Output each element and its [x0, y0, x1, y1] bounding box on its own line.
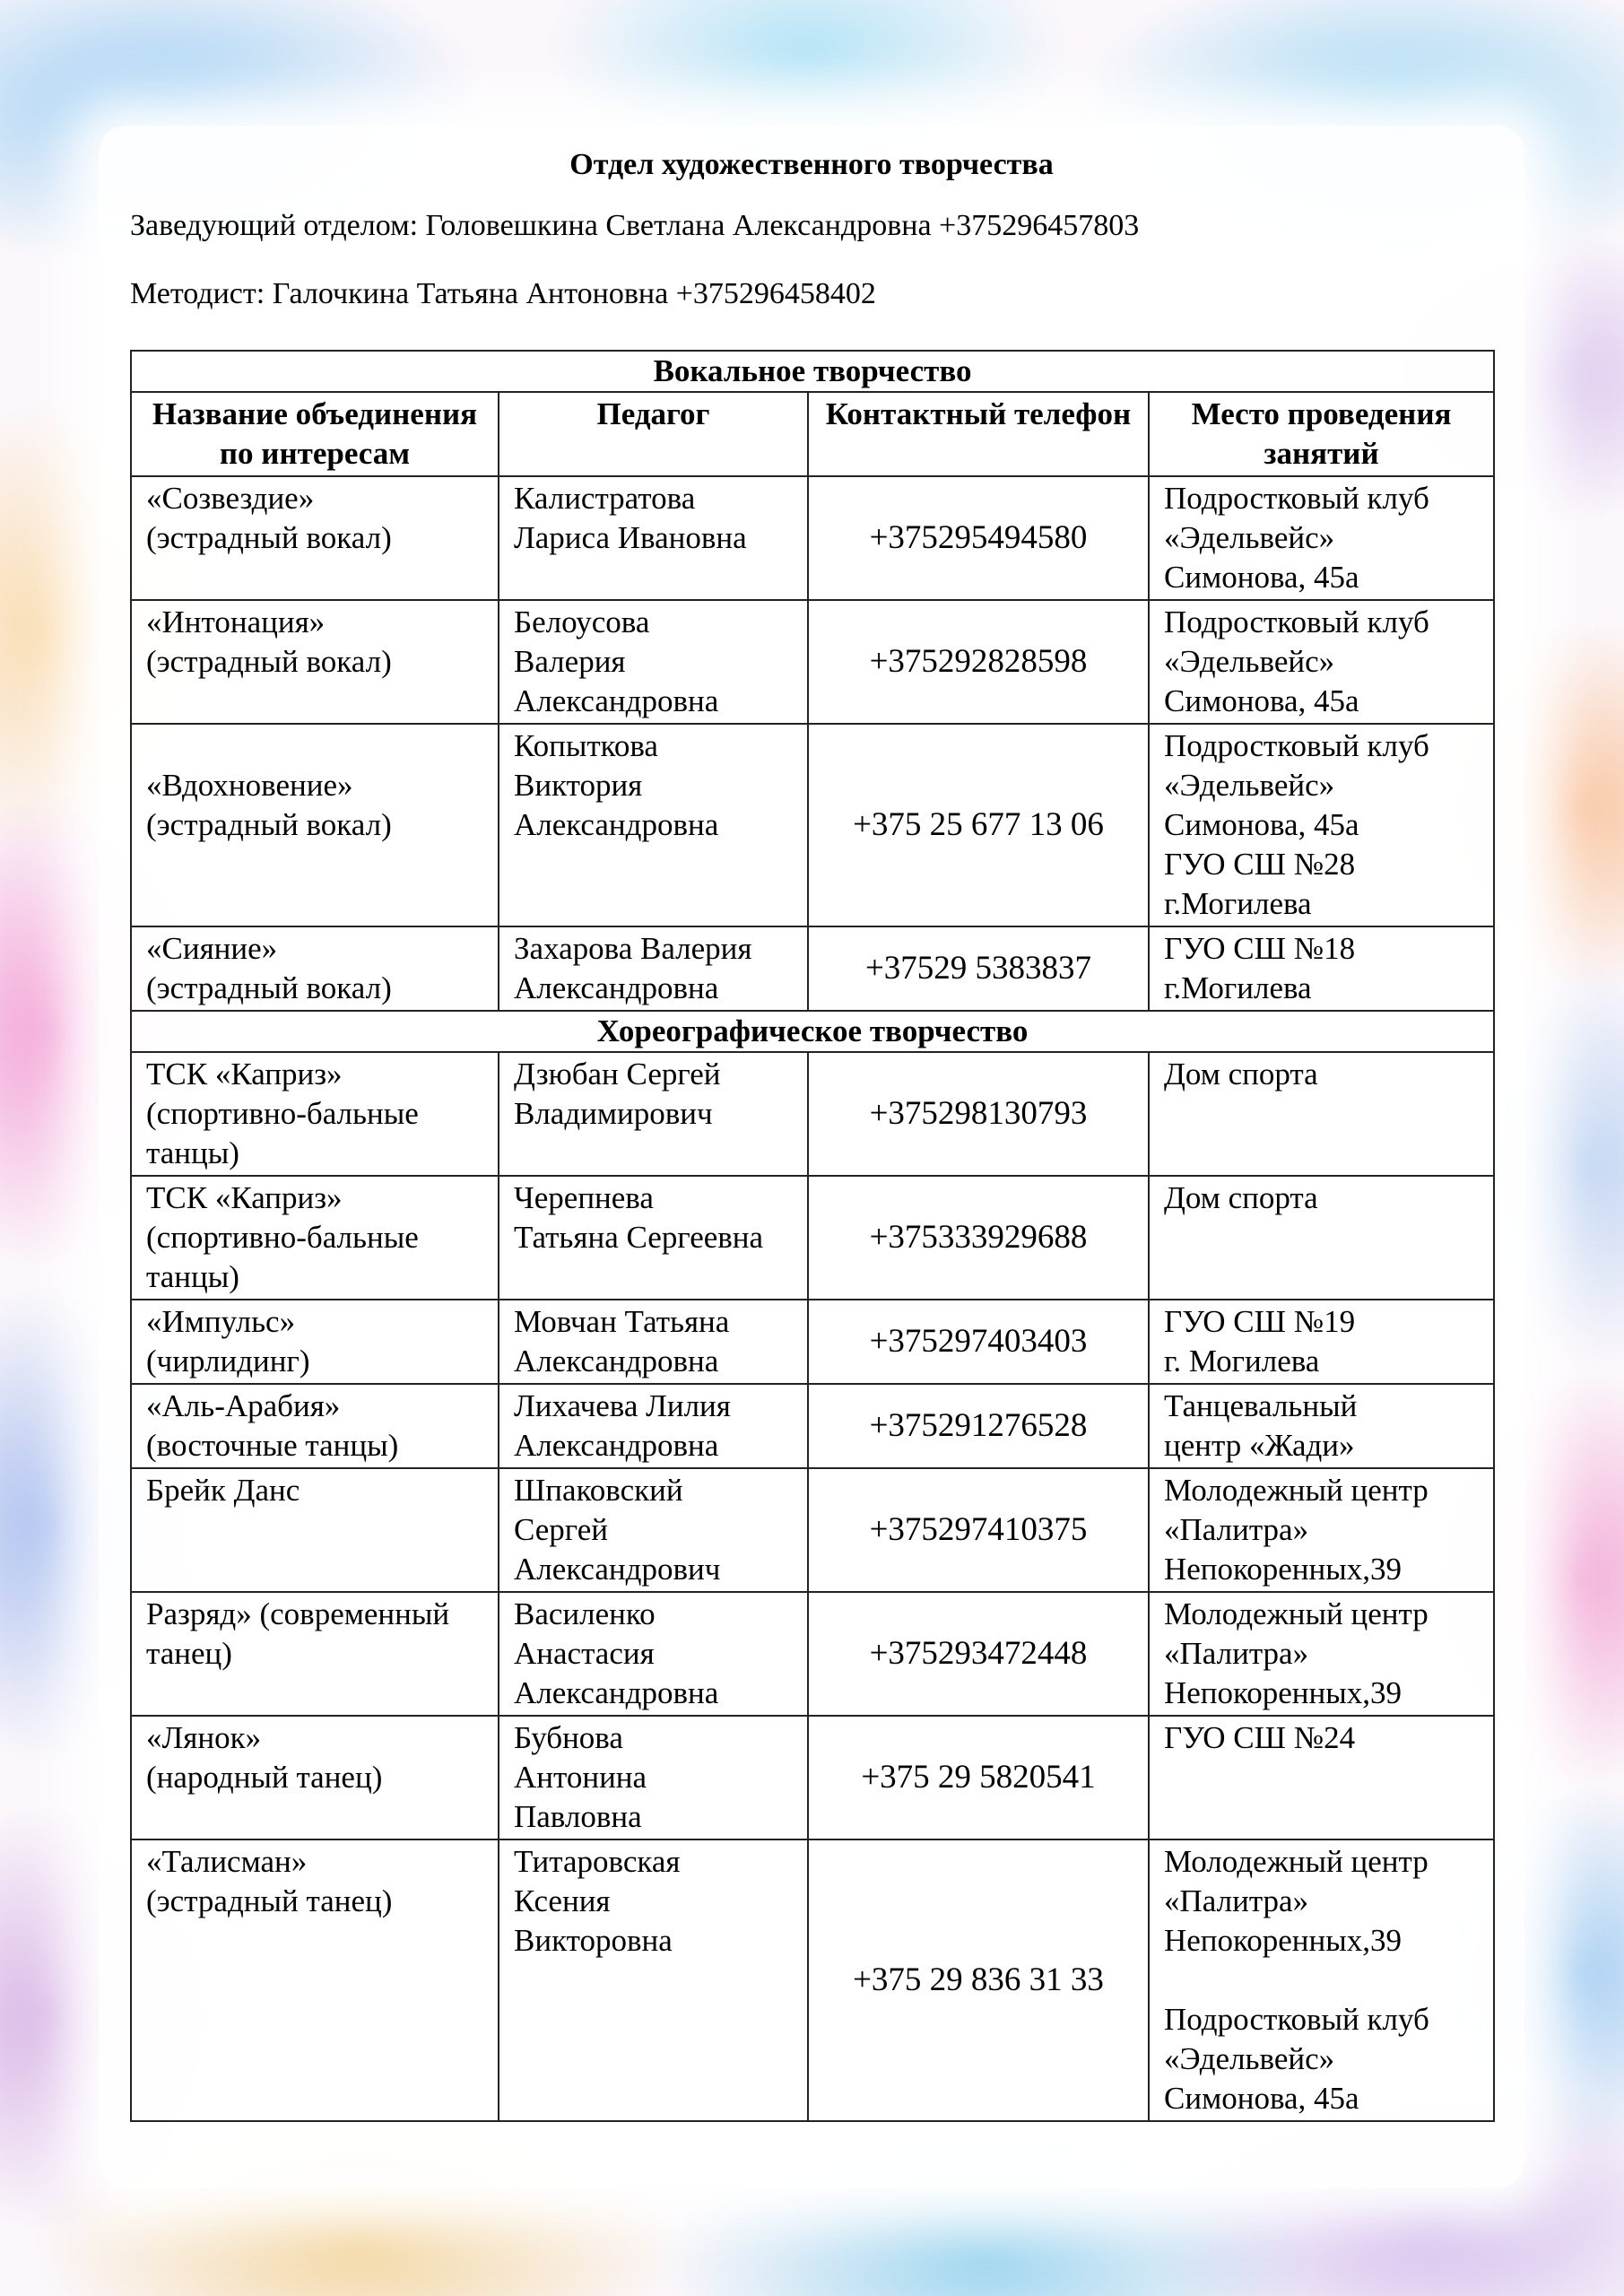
clubs-table-body: [131, 351, 1494, 2121]
club-name-cell: «Интонация» (эстрадный вокал): [131, 600, 499, 724]
place-cell: ГУО СШ №19 г. Могилева: [1149, 1300, 1494, 1384]
club-name-cell: «Аль-Арабия» (восточные танцы): [131, 1384, 499, 1468]
section-choreography: [131, 1011, 1494, 1052]
teacher-cell: Бубнова Антонина Павловна: [499, 1716, 808, 1839]
club-name-cell: Разряд» (современный танец): [131, 1592, 499, 1716]
club-name-cell: ТСК «Каприз» (спортивно-бальные танцы): [131, 1052, 499, 1176]
table-row: [131, 1300, 1494, 1384]
club-name-cell: «Импульс» (чирлидинг): [131, 1300, 499, 1384]
teacher-cell: Лихачева Лилия Александровна: [499, 1384, 808, 1468]
club-name-cell: «Вдохновение» (эстрадный вокал): [131, 724, 499, 926]
club-name-cell: «Сияние» (эстрадный вокал): [131, 926, 499, 1011]
club-name-cell: «Лянок» (народный танец): [131, 1716, 499, 1839]
place-cell: Подростковый клуб «Эдельвейс» Симонова, 45а ГУО СШ №28 г.Могилева: [1149, 724, 1494, 926]
phone-cell: +375333929688: [808, 1176, 1149, 1300]
page-title: Отдел художественного творчества: [569, 148, 1054, 181]
table-row: [131, 1176, 1494, 1300]
table-row: [131, 1468, 1494, 1592]
teacher-cell: Черепнева Татьяна Сергеевна: [499, 1176, 808, 1300]
teacher-cell: Копыткова Виктория Александровна: [499, 724, 808, 926]
table-row: [131, 1384, 1494, 1468]
table-row: [131, 476, 1494, 600]
place-cell: Дом спорта: [1149, 1176, 1494, 1300]
column-header: Контактный телефон: [808, 392, 1149, 476]
phone-cell: +375 29 836 31 33: [808, 1839, 1149, 2121]
teacher-cell: Калистратова Лариса Ивановна: [499, 476, 808, 600]
phone-cell: +375 25 677 13 06: [808, 724, 1149, 926]
teacher-cell: Дзюбан Сергей Владимирович: [499, 1052, 808, 1176]
table-row: [131, 1052, 1494, 1176]
column-header: Место проведения занятий: [1149, 392, 1494, 476]
club-name-cell: «Созвездие» (эстрадный вокал): [131, 476, 499, 600]
phone-cell: +375292828598: [808, 600, 1149, 724]
table-row: [131, 1839, 1494, 2121]
phone-cell: +375297403403: [808, 1300, 1149, 1384]
teacher-cell: Шпаковский Сергей Александрович: [499, 1468, 808, 1592]
place-cell: Молодежный центр «Палитра» Непокоренных,39: [1149, 1468, 1494, 1592]
place-cell: Танцевальный центр «Жади»: [1149, 1384, 1494, 1468]
place-cell: Подростковый клуб «Эдельвейс» Симонова, 45а: [1149, 476, 1494, 600]
column-header: Название объединения по интересам: [131, 392, 499, 476]
phone-cell: +375298130793: [808, 1052, 1149, 1176]
table-row: [131, 1592, 1494, 1716]
table-header-row: [131, 392, 1494, 476]
clubs-table: [130, 350, 1495, 2122]
teacher-cell: Титаровская Ксения Викторовна: [499, 1839, 808, 2121]
phone-cell: +375291276528: [808, 1384, 1149, 1468]
table-row: [131, 724, 1494, 926]
teacher-cell: Мовчан Татьяна Александровна: [499, 1300, 808, 1384]
section-title: Вокальное творчество: [131, 351, 1494, 392]
section-title: Хореографическое творчество: [131, 1011, 1494, 1052]
table-row: [131, 1716, 1494, 1839]
column-header: Педагог: [499, 392, 808, 476]
phone-cell: +37529 5383837: [808, 926, 1149, 1011]
table-row: [131, 926, 1494, 1011]
place-cell: Дом спорта: [1149, 1052, 1494, 1176]
place-cell: ГУО СШ №24: [1149, 1716, 1494, 1839]
place-cell: Молодежный центр «Палитра» Непокоренных,39 Подростковый клуб «Эдельвейс» Симонова, 45а: [1149, 1839, 1494, 2121]
club-name-cell: «Талисман» (эстрадный танец): [131, 1839, 499, 2121]
phone-cell: +375297410375: [808, 1468, 1149, 1592]
teacher-cell: Василенко Анастасия Александровна: [499, 1592, 808, 1716]
table-row: [131, 600, 1494, 724]
phone-cell: +375295494580: [808, 476, 1149, 600]
place-cell: ГУО СШ №18 г.Могилева: [1149, 926, 1494, 1011]
phone-cell: +375 29 5820541: [808, 1716, 1149, 1839]
head-of-department: Заведующий отделом: Головешкина Светлана Александровна +375296457803: [130, 209, 1140, 242]
phone-cell: +375293472448: [808, 1592, 1149, 1716]
document-header: [130, 148, 1493, 345]
place-cell: Подростковый клуб «Эдельвейс» Симонова, 45а: [1149, 600, 1494, 724]
methodist: Методист: Галочкина Татьяна Антоновна +375296458402: [130, 277, 876, 310]
section-vocal: [131, 351, 1494, 392]
club-name-cell: Брейк Данс: [131, 1468, 499, 1592]
place-cell: Молодежный центр «Палитра» Непокоренных,39: [1149, 1592, 1494, 1716]
teacher-cell: Захарова Валерия Александровна: [499, 926, 808, 1011]
club-name-cell: ТСК «Каприз» (спортивно-бальные танцы): [131, 1176, 499, 1300]
teacher-cell: Белоусова Валерия Александровна: [499, 600, 808, 724]
